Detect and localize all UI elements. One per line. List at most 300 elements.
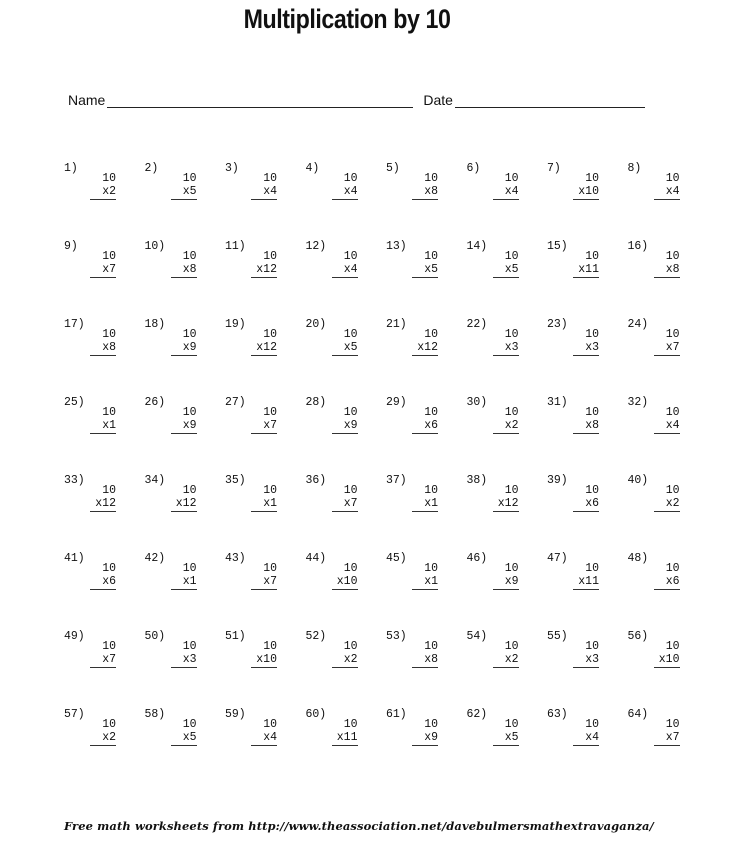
- problem-multiplicand: 10: [504, 328, 519, 341]
- problem-multiplier: x8: [585, 419, 599, 432]
- answer-line: [573, 355, 599, 356]
- problem-number: 32): [627, 396, 649, 409]
- problem-multiplicand: 10: [102, 250, 116, 263]
- problem-multiplicand: 10: [665, 640, 680, 653]
- answer-line: [90, 277, 116, 278]
- answer-line: [654, 589, 680, 590]
- problem-number: 42): [144, 552, 166, 565]
- problem-multiplicand: 10: [343, 562, 358, 575]
- problem-number: 22): [466, 318, 488, 331]
- problem-multiplier: x4: [263, 731, 277, 744]
- page-title: Multiplication by 10: [243, 4, 451, 34]
- problem-number: 21): [386, 318, 407, 331]
- problem-multiplicand: 10: [343, 640, 358, 653]
- problem-number: 30): [466, 396, 488, 409]
- problem-multiplier: x6: [102, 575, 116, 588]
- problem-number: 58): [144, 708, 166, 721]
- problem-multiplicand: 10: [665, 484, 680, 497]
- problem-number: 44): [305, 552, 327, 565]
- problem-number: 49): [64, 630, 85, 643]
- problem-multiplier: x3: [504, 341, 519, 354]
- problem-multiplier: x4: [665, 185, 680, 198]
- problem-item: [225, 318, 306, 396]
- answer-line: [654, 199, 680, 200]
- problem-number: 18): [144, 318, 166, 331]
- date-blank-line: [455, 93, 645, 108]
- problem-item: [145, 630, 226, 708]
- problem-number: 6): [466, 162, 481, 175]
- answer-line: [573, 433, 599, 434]
- problem-item: [547, 318, 628, 396]
- problem-number: 17): [64, 318, 85, 331]
- problem-multiplier: x6: [665, 575, 680, 588]
- answer-line: [412, 745, 438, 746]
- problem-number: 33): [64, 474, 85, 487]
- problem-multiplicand: 10: [102, 718, 116, 731]
- problem-number: 40): [627, 474, 649, 487]
- problem-number: 46): [466, 552, 488, 565]
- problem-multiplier: x1: [182, 575, 197, 588]
- problem-multiplier: x9: [504, 575, 519, 588]
- answer-line: [573, 667, 599, 668]
- problem-multiplicand: 10: [424, 562, 438, 575]
- problem-number: 56): [627, 630, 649, 643]
- answer-line: [654, 511, 680, 512]
- answer-line: [412, 667, 438, 668]
- problem-number: 53): [386, 630, 407, 643]
- problem-multiplicand: 10: [504, 718, 519, 731]
- problem-item: [467, 240, 548, 318]
- problem-multiplicand: 10: [102, 328, 116, 341]
- answer-line: [332, 433, 358, 434]
- problem-multiplicand: 10: [585, 718, 599, 731]
- problem-item: [547, 474, 628, 552]
- problem-multiplicand: 10: [424, 640, 438, 653]
- name-blank-line: [107, 93, 413, 108]
- problem-number: 48): [627, 552, 649, 565]
- problem-number: 20): [305, 318, 327, 331]
- problem-number: 19): [225, 318, 246, 331]
- problem-number: 55): [547, 630, 568, 643]
- problem-item: [145, 552, 226, 630]
- problem-multiplicand: 10: [665, 406, 680, 419]
- problem-item: [467, 708, 548, 786]
- problem-multiplier: x11: [578, 575, 599, 588]
- problem-multiplicand: 10: [504, 640, 519, 653]
- problem-number: 15): [547, 240, 568, 253]
- problem-multiplier: x12: [95, 497, 116, 510]
- problem-number: 52): [305, 630, 327, 643]
- answer-line: [251, 589, 277, 590]
- problem-multiplicand: 10: [343, 406, 358, 419]
- problem-item: [547, 630, 628, 708]
- problem-multiplicand: 10: [424, 484, 438, 497]
- problem-multiplier: x2: [504, 419, 519, 432]
- answer-line: [251, 433, 277, 434]
- problem-multiplicand: 10: [182, 562, 197, 575]
- answer-line: [573, 589, 599, 590]
- problem-multiplier: x4: [263, 185, 277, 198]
- answer-line: [412, 277, 438, 278]
- answer-line: [493, 745, 519, 746]
- answer-line: [171, 589, 197, 590]
- answer-line: [171, 511, 197, 512]
- problem-multiplicand: 10: [504, 406, 519, 419]
- problem-number: 28): [305, 396, 327, 409]
- answer-line: [493, 433, 519, 434]
- problem-item: [64, 396, 145, 474]
- problem-multiplier: x11: [336, 731, 358, 744]
- problem-number: 26): [144, 396, 166, 409]
- problem-multiplicand: 10: [504, 562, 519, 575]
- problem-multiplicand: 10: [102, 172, 116, 185]
- problem-multiplicand: 10: [182, 328, 197, 341]
- answer-line: [90, 511, 116, 512]
- answer-line: [412, 199, 438, 200]
- problem-multiplier: x1: [424, 575, 438, 588]
- answer-line: [90, 589, 116, 590]
- problem-item: [306, 318, 387, 396]
- answer-line: [493, 355, 519, 356]
- problem-item: [547, 162, 628, 240]
- problem-multiplier: x6: [585, 497, 599, 510]
- answer-line: [251, 745, 277, 746]
- problem-multiplier: x1: [263, 497, 277, 510]
- problem-multiplier: x5: [424, 263, 438, 276]
- answer-line: [412, 355, 438, 356]
- answer-line: [171, 433, 197, 434]
- problem-item: [467, 552, 548, 630]
- problem-number: 11): [225, 240, 246, 253]
- answer-line: [90, 667, 116, 668]
- problem-item: [145, 396, 226, 474]
- problem-item: [64, 318, 145, 396]
- problem-multiplier: x8: [665, 263, 680, 276]
- problem-number: 5): [386, 162, 400, 175]
- problem-multiplicand: 10: [182, 718, 197, 731]
- problem-number: 57): [64, 708, 85, 721]
- answer-line: [171, 745, 197, 746]
- problem-item: [306, 630, 387, 708]
- problem-multiplicand: 10: [263, 328, 277, 341]
- problem-number: 36): [305, 474, 327, 487]
- problem-multiplicand: 10: [585, 250, 599, 263]
- problem-number: 14): [466, 240, 488, 253]
- problem-multiplier: x12: [417, 341, 438, 354]
- answer-line: [251, 355, 277, 356]
- problem-number: 12): [305, 240, 327, 253]
- problem-multiplicand: 10: [665, 328, 680, 341]
- problem-item: [628, 396, 709, 474]
- problem-multiplier: x2: [102, 185, 116, 198]
- problem-item: [467, 162, 548, 240]
- problem-number: 24): [627, 318, 649, 331]
- problem-item: [64, 162, 145, 240]
- answer-line: [171, 199, 197, 200]
- problem-item: [628, 552, 709, 630]
- answer-line: [332, 589, 358, 590]
- problem-multiplier: x1: [102, 419, 116, 432]
- problem-multiplicand: 10: [182, 172, 197, 185]
- problem-number: 54): [466, 630, 488, 643]
- problem-multiplicand: 10: [585, 406, 599, 419]
- problem-multiplier: x9: [424, 731, 438, 744]
- problem-item: [64, 240, 145, 318]
- problem-multiplier: x2: [504, 653, 519, 666]
- problem-multiplicand: 10: [585, 484, 599, 497]
- problem-item: [386, 240, 467, 318]
- problem-multiplier: x4: [504, 185, 519, 198]
- answer-line: [493, 277, 519, 278]
- problem-multiplicand: 10: [343, 250, 358, 263]
- problem-item: [145, 162, 226, 240]
- answer-line: [171, 355, 197, 356]
- problem-multiplier: x3: [182, 653, 197, 666]
- problem-number: 41): [64, 552, 85, 565]
- problem-multiplicand: 10: [585, 172, 599, 185]
- problem-multiplier: x2: [665, 497, 680, 510]
- problem-multiplier: x7: [263, 419, 277, 432]
- problem-number: 64): [627, 708, 649, 721]
- problem-number: 38): [466, 474, 488, 487]
- answer-line: [332, 199, 358, 200]
- problem-multiplier: x12: [256, 341, 277, 354]
- problem-multiplicand: 10: [182, 640, 197, 653]
- problem-multiplier: x5: [343, 341, 358, 354]
- problem-multiplicand: 10: [263, 484, 277, 497]
- problem-multiplicand: 10: [102, 406, 116, 419]
- problem-multiplicand: 10: [182, 250, 197, 263]
- problem-multiplier: x8: [424, 653, 438, 666]
- problem-multiplier: x2: [102, 731, 116, 744]
- problem-item: [467, 630, 548, 708]
- problem-multiplier: x9: [182, 419, 197, 432]
- problem-number: 51): [225, 630, 246, 643]
- answer-line: [573, 199, 599, 200]
- answer-line: [412, 589, 438, 590]
- problem-multiplier: x7: [102, 653, 116, 666]
- problem-item: [306, 240, 387, 318]
- problem-number: 39): [547, 474, 568, 487]
- problem-item: [628, 474, 709, 552]
- problem-number: 3): [225, 162, 239, 175]
- problem-multiplier: x5: [182, 185, 197, 198]
- problem-number: 61): [386, 708, 407, 721]
- problem-item: [306, 708, 387, 786]
- problem-item: [386, 318, 467, 396]
- problem-number: 37): [386, 474, 407, 487]
- problem-item: [64, 552, 145, 630]
- problem-multiplier: x8: [424, 185, 438, 198]
- problem-number: 23): [547, 318, 568, 331]
- problem-multiplicand: 10: [424, 718, 438, 731]
- answer-line: [654, 277, 680, 278]
- footer-credit: Free math worksheets from http://www.theassociation.net/davebulmersmathextravaganza/: [64, 819, 654, 833]
- problem-multiplier: x5: [504, 731, 519, 744]
- problem-number: 16): [627, 240, 649, 253]
- problem-multiplicand: 10: [665, 718, 680, 731]
- problem-multiplier: x8: [102, 341, 116, 354]
- answer-line: [573, 277, 599, 278]
- problem-multiplier: x2: [343, 653, 358, 666]
- problem-item: [225, 630, 306, 708]
- problem-number: 47): [547, 552, 568, 565]
- problem-number: 43): [225, 552, 246, 565]
- answer-line: [412, 511, 438, 512]
- answer-line: [493, 589, 519, 590]
- answer-line: [251, 277, 277, 278]
- problem-item: [386, 474, 467, 552]
- problem-number: 29): [386, 396, 407, 409]
- problem-multiplier: x9: [182, 341, 197, 354]
- problem-multiplicand: 10: [424, 250, 438, 263]
- problem-multiplicand: 10: [665, 250, 680, 263]
- problem-item: [225, 552, 306, 630]
- problem-number: 50): [144, 630, 166, 643]
- date-label: Date: [423, 92, 453, 108]
- answer-line: [90, 745, 116, 746]
- problem-multiplier: x12: [256, 263, 277, 276]
- problem-multiplier: x12: [497, 497, 519, 510]
- problem-multiplicand: 10: [263, 562, 277, 575]
- answer-line: [332, 277, 358, 278]
- problem-multiplicand: 10: [665, 172, 680, 185]
- answer-line: [332, 745, 358, 746]
- problem-number: 45): [386, 552, 407, 565]
- answer-line: [171, 667, 197, 668]
- problem-multiplier: x7: [665, 341, 680, 354]
- problem-item: [306, 396, 387, 474]
- problem-multiplicand: 10: [263, 172, 277, 185]
- answer-line: [332, 511, 358, 512]
- problem-multiplicand: 10: [665, 562, 680, 575]
- problem-number: 4): [305, 162, 320, 175]
- problem-item: [547, 708, 628, 786]
- problem-multiplicand: 10: [343, 484, 358, 497]
- problem-number: 62): [466, 708, 488, 721]
- problem-item: [225, 396, 306, 474]
- problem-multiplicand: 10: [585, 328, 599, 341]
- problem-multiplier: x7: [343, 497, 358, 510]
- problem-item: [467, 474, 548, 552]
- problem-multiplier: x7: [665, 731, 680, 744]
- problem-number: 1): [64, 162, 78, 175]
- problem-item: [386, 630, 467, 708]
- problem-multiplicand: 10: [504, 250, 519, 263]
- problem-number: 25): [64, 396, 85, 409]
- problem-multiplicand: 10: [424, 172, 438, 185]
- problem-multiplier: x4: [665, 419, 680, 432]
- answer-line: [654, 355, 680, 356]
- problem-number: 9): [64, 240, 78, 253]
- problem-item: [64, 708, 145, 786]
- problem-multiplier: x5: [182, 731, 197, 744]
- answer-line: [90, 433, 116, 434]
- problem-item: [64, 630, 145, 708]
- answer-line: [654, 433, 680, 434]
- problem-item: [386, 396, 467, 474]
- problem-multiplicand: 10: [585, 562, 599, 575]
- problem-multiplier: x4: [343, 263, 358, 276]
- problem-multiplicand: 10: [504, 172, 519, 185]
- answer-line: [251, 667, 277, 668]
- problem-multiplier: x3: [585, 341, 599, 354]
- answer-line: [251, 199, 277, 200]
- problem-number: 2): [144, 162, 159, 175]
- problem-number: 31): [547, 396, 568, 409]
- problem-item: [467, 318, 548, 396]
- problem-multiplier: x12: [175, 497, 197, 510]
- problem-multiplier: x10: [256, 653, 277, 666]
- problem-multiplier: x10: [658, 653, 680, 666]
- problem-number: 7): [547, 162, 561, 175]
- problem-item: [628, 318, 709, 396]
- problem-item: [145, 708, 226, 786]
- answer-line: [493, 199, 519, 200]
- answer-line: [654, 745, 680, 746]
- problem-number: 13): [386, 240, 407, 253]
- answer-line: [573, 511, 599, 512]
- problem-number: 60): [305, 708, 327, 721]
- problem-multiplicand: 10: [263, 640, 277, 653]
- answer-line: [251, 511, 277, 512]
- problem-multiplicand: 10: [182, 406, 197, 419]
- problem-item: [547, 552, 628, 630]
- problem-multiplier: x10: [578, 185, 599, 198]
- answer-line: [573, 745, 599, 746]
- problem-multiplicand: 10: [263, 406, 277, 419]
- problem-multiplier: x10: [336, 575, 358, 588]
- answer-line: [332, 355, 358, 356]
- problem-multiplier: x11: [578, 263, 599, 276]
- answer-line: [332, 667, 358, 668]
- problem-grid: [64, 162, 704, 786]
- problem-multiplicand: 10: [424, 406, 438, 419]
- problem-item: [628, 240, 709, 318]
- problem-multiplicand: 10: [263, 718, 277, 731]
- problem-item: [628, 708, 709, 786]
- answer-line: [493, 667, 519, 668]
- problem-multiplier: x1: [424, 497, 438, 510]
- problem-multiplier: x8: [182, 263, 197, 276]
- problem-multiplicand: 10: [343, 718, 358, 731]
- problem-multiplicand: 10: [343, 172, 358, 185]
- problem-item: [628, 162, 709, 240]
- problem-item: [145, 474, 226, 552]
- problem-multiplicand: 10: [343, 328, 358, 341]
- problem-number: 10): [144, 240, 166, 253]
- name-label: Name: [68, 92, 106, 108]
- answer-line: [90, 199, 116, 200]
- answer-line: [493, 511, 519, 512]
- answer-line: [654, 667, 680, 668]
- problem-multiplier: x7: [263, 575, 277, 588]
- problem-multiplicand: 10: [102, 484, 116, 497]
- problem-item: [306, 162, 387, 240]
- problem-multiplicand: 10: [102, 562, 116, 575]
- problem-multiplier: x3: [585, 653, 599, 666]
- problem-multiplicand: 10: [504, 484, 519, 497]
- answer-line: [412, 433, 438, 434]
- problem-number: 34): [144, 474, 166, 487]
- problem-item: [547, 396, 628, 474]
- problem-multiplier: x4: [343, 185, 358, 198]
- problem-item: [225, 708, 306, 786]
- problem-item: [225, 240, 306, 318]
- problem-item: [145, 240, 226, 318]
- problem-number: 35): [225, 474, 246, 487]
- problem-item: [64, 474, 145, 552]
